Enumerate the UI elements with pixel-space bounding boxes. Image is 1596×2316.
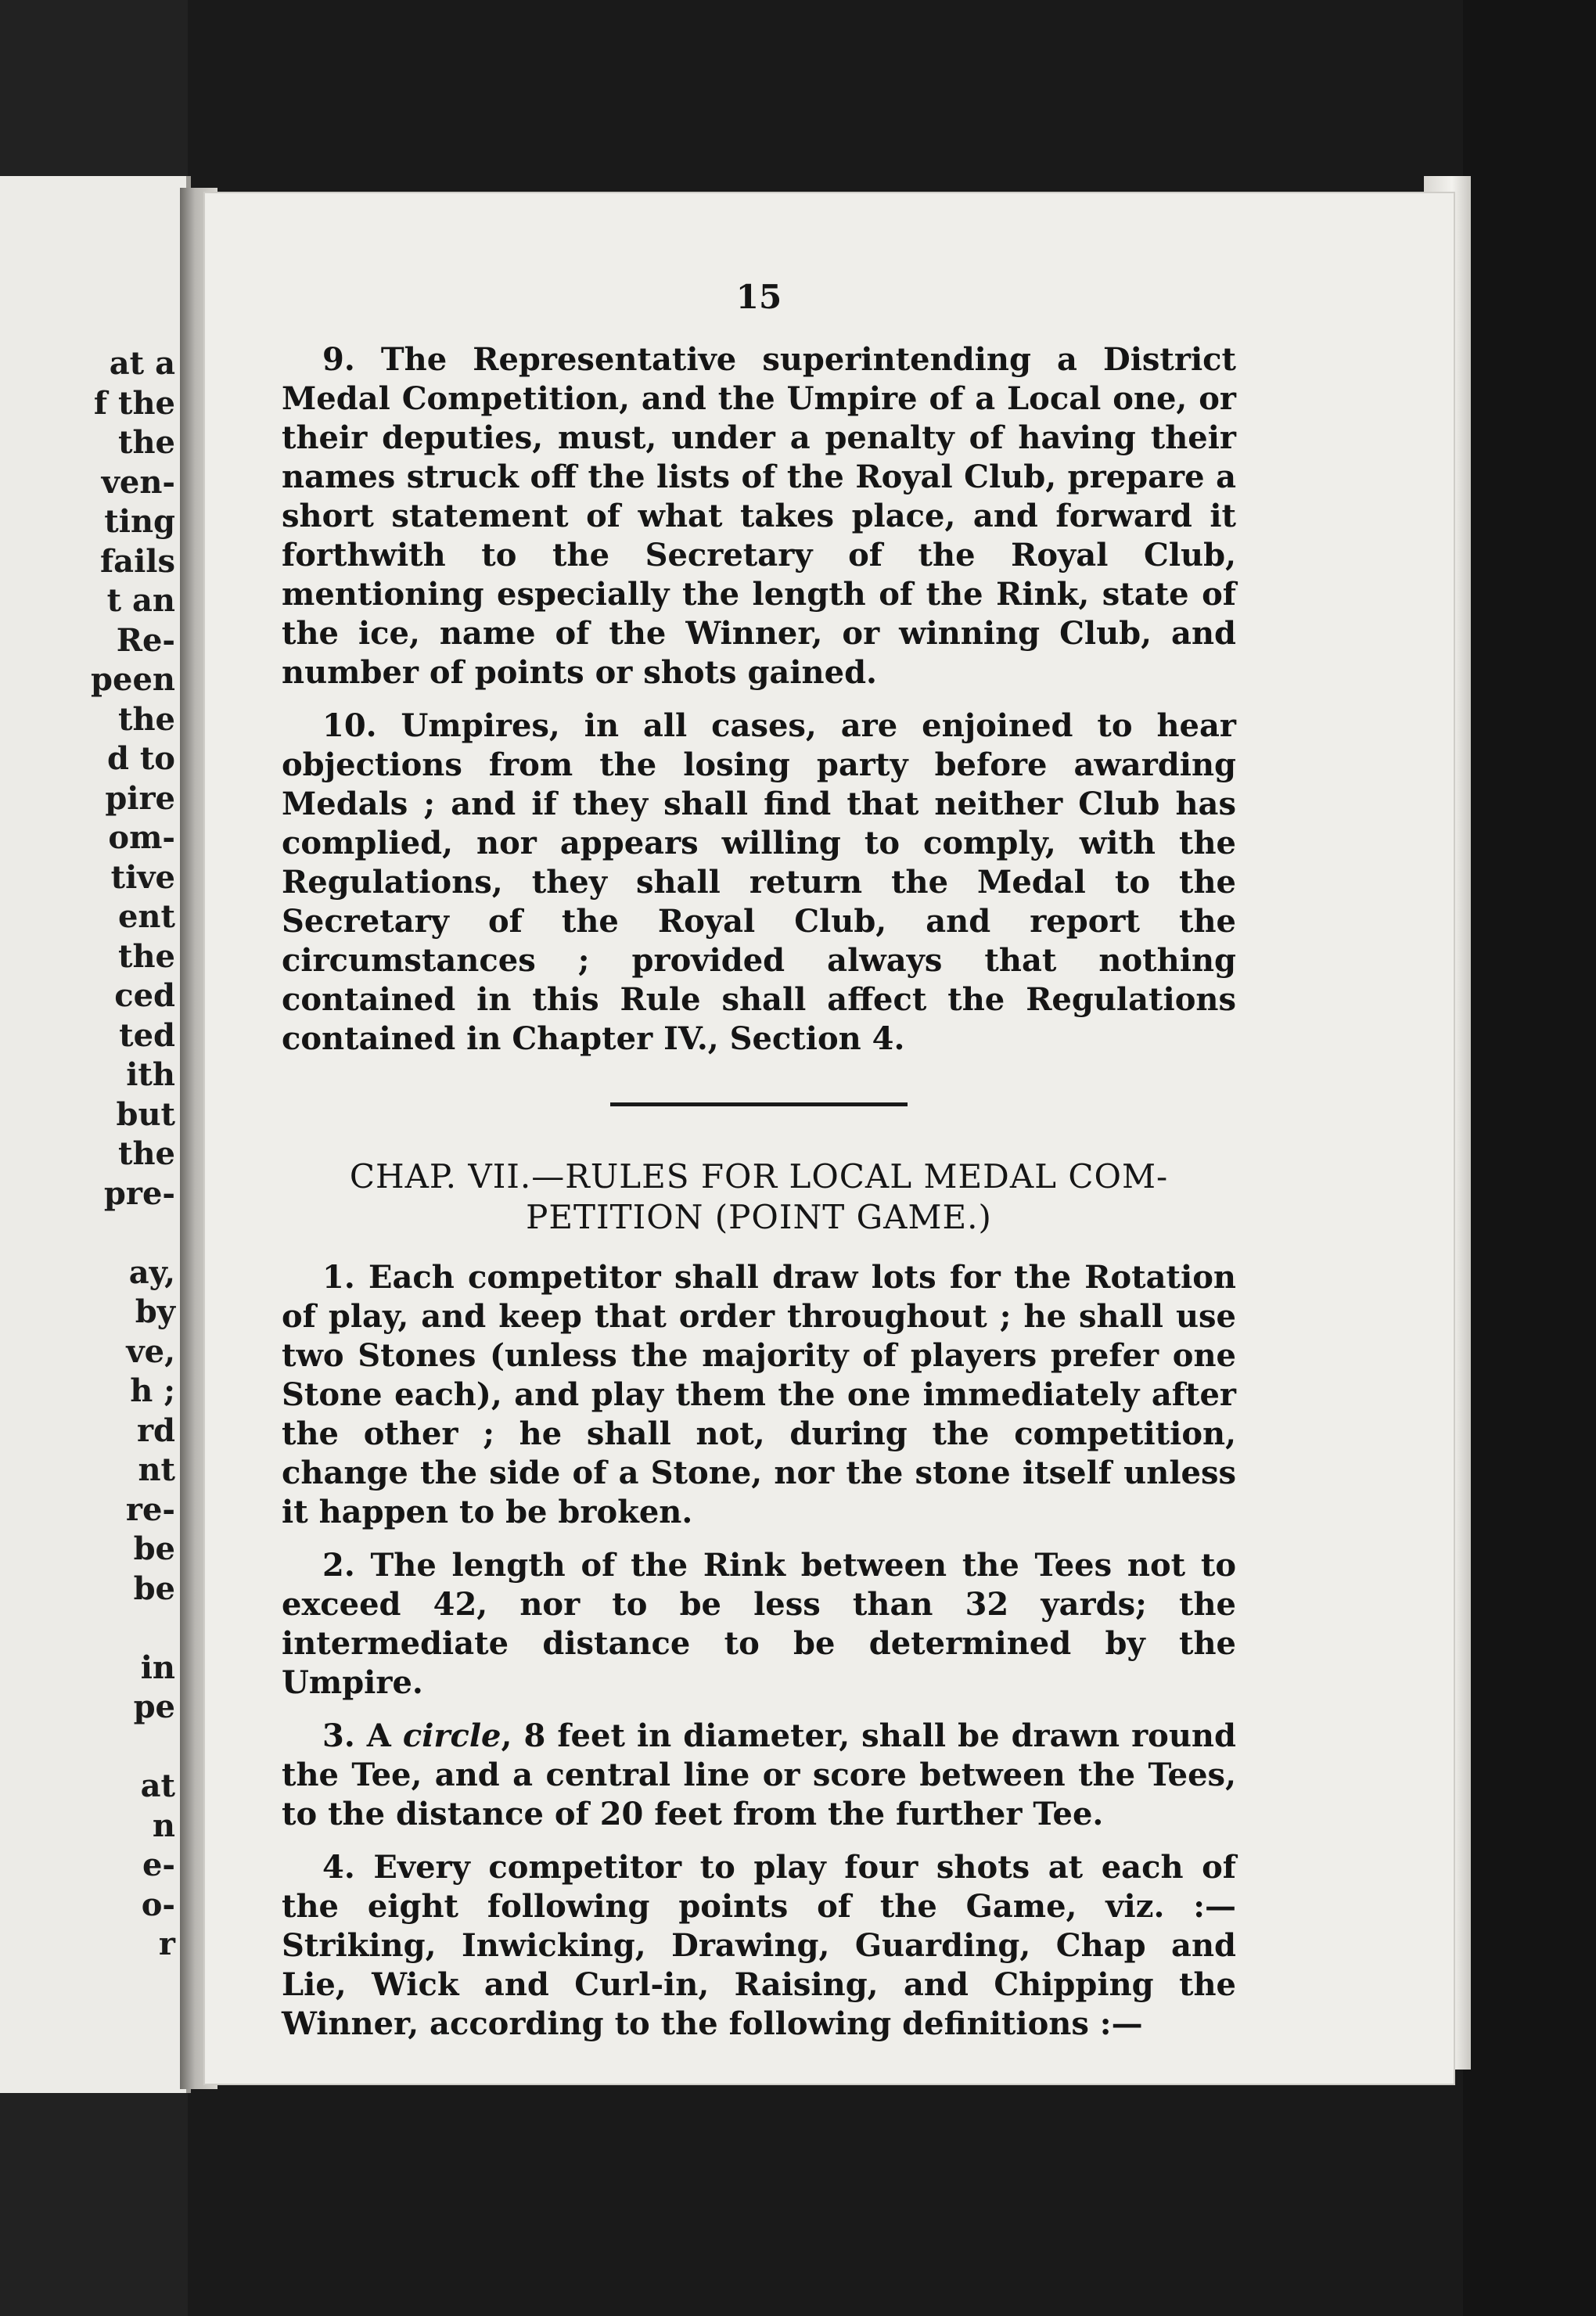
left-page-line-fragment: om- bbox=[108, 819, 175, 856]
left-page-line-fragment: fails bbox=[99, 542, 175, 580]
left-page-line-fragment: at bbox=[140, 1768, 175, 1804]
left-page-line-fragment bbox=[3, 1214, 175, 1253]
left-page-line-fragment: ent bbox=[117, 898, 175, 935]
rule-10-paragraph: 10. Umpires, in all cases, are enjoined to hear objections from the losing party before awarding Medals ; and if they shall find that neither Club has complied, nor appears willing to comply, with the Regulations, they shall return the Medal to the Secretary of the Royal Club, and report the circumstances ; provided always that nothing contained in this Rule shall affect the Regulations contained in Chapter IV., Section 4. bbox=[282, 707, 1236, 1057]
left-page-text-fragments bbox=[3, 344, 175, 1965]
right-page bbox=[203, 192, 1455, 2085]
left-page-line-fragment: be bbox=[133, 1530, 175, 1567]
left-page-line-fragment: Re- bbox=[116, 621, 175, 659]
left-page-line-fragment: n bbox=[152, 1807, 175, 1844]
left-page-line-fragment: nt bbox=[138, 1451, 175, 1488]
left-page-line-fragment: e- bbox=[142, 1847, 175, 1883]
rule-1-paragraph: 1. Each competitor shall draw lots for the Rotation of play, and keep that order throughout ; he shall use two Stones (unless the majority of players prefer one Stone each), and play them the one immediately after the other ; he shall not, during the competition, change the side of a Stone, nor the stone itself unless it happen to be broken. bbox=[282, 1259, 1236, 1530]
rule-9-paragraph: 9. The Representative superintending a District Medal Competition, and the Umpire of a Local one, or their deputies, must, under a penalty of having their names struck off the lists of the Royal Club, prepare a short statement of what takes place, and forward it forthwith to the Secretary of the Royal Club, mentioning especially the length of the Rink, state of the ice, name of the Winner, or winning Club, and number of points or shots gained. bbox=[282, 341, 1236, 691]
rule-3-prefix: 3. A bbox=[322, 1717, 403, 1754]
left-page-line-fragment: at a bbox=[109, 345, 175, 382]
left-page-line-fragment: ted bbox=[119, 1016, 175, 1054]
left-page-line-fragment: tive bbox=[110, 858, 175, 896]
left-page-line-fragment: pre- bbox=[103, 1174, 175, 1212]
left-page-line-fragment: ve, bbox=[126, 1332, 175, 1370]
left-page-line-fragment: but bbox=[116, 1095, 175, 1133]
left-page-line-fragment: ced bbox=[114, 977, 175, 1014]
left-page-line-fragment: the bbox=[117, 424, 175, 461]
left-page-line-fragment: the bbox=[117, 700, 175, 738]
left-page-line-fragment: t an bbox=[106, 582, 175, 619]
left-page-line-fragment: o- bbox=[141, 1886, 175, 1923]
left-page-line-fragment: in bbox=[140, 1649, 175, 1686]
rule-2-paragraph: 2. The length of the Rink between the Tees not to exceed 42, nor to be less than 32 yards; the intermediate distance to be determined by the Umpire. bbox=[282, 1547, 1236, 1701]
background-right bbox=[1463, 0, 1596, 2316]
left-page-line-fragment: r bbox=[158, 1926, 175, 1962]
left-page-line-fragment: by bbox=[135, 1293, 175, 1330]
page-number: 15 bbox=[735, 278, 782, 316]
left-page-line-fragment: h ; bbox=[130, 1372, 175, 1409]
left-page-line-fragment bbox=[3, 1609, 175, 1649]
left-page-line-fragment bbox=[3, 1728, 175, 1768]
left-page-line-fragment: the bbox=[117, 1135, 175, 1172]
left-page-line-fragment: ay, bbox=[128, 1253, 175, 1291]
chapter-heading-line-1: CHAP. VII.—RULES FOR LOCAL MEDAL COM- bbox=[349, 1157, 1169, 1196]
left-page-line-fragment: pire bbox=[105, 779, 175, 817]
left-page-line-fragment: the bbox=[117, 937, 175, 975]
left-page-line-fragment: peen bbox=[91, 661, 175, 698]
left-page-line-fragment: d to bbox=[106, 740, 175, 777]
left-page-line-fragment: be bbox=[133, 1570, 175, 1607]
left-page-line-fragment: ven- bbox=[101, 463, 175, 501]
left-page bbox=[0, 176, 191, 2093]
left-page-line-fragment: ith bbox=[126, 1056, 175, 1093]
rule-3-text: , 8 feet in diameter, shall be drawn round the Tee, and a central line or score between the Tees, to the distance of 20 feet from the further Tee. bbox=[282, 1717, 1236, 1832]
left-page-line-fragment: f the bbox=[93, 384, 175, 422]
left-page-line-fragment: rd bbox=[136, 1412, 175, 1449]
left-page-line-fragment: pe bbox=[133, 1688, 175, 1725]
page-content bbox=[282, 278, 1236, 2058]
left-page-line-fragment: ting bbox=[104, 503, 175, 540]
left-page-line-fragment: re- bbox=[125, 1491, 175, 1528]
rule-3-italic-term: circle bbox=[402, 1717, 501, 1754]
rule-3-paragraph bbox=[282, 1717, 1236, 1834]
chapter-heading bbox=[282, 1156, 1236, 1238]
section-divider bbox=[610, 1102, 908, 1106]
rule-4-paragraph: 4. Every competitor to play four shots at each of the eight following points of the Game, viz. :—Striking, Inwicking, Drawing, Guarding, Chap and Lie, Wick and Curl-in, Raising, and Chipping the Winner, according to the following definitions :— bbox=[282, 1849, 1236, 2042]
chapter-heading-line-2: PETITION (POINT GAME.) bbox=[526, 1198, 992, 1236]
